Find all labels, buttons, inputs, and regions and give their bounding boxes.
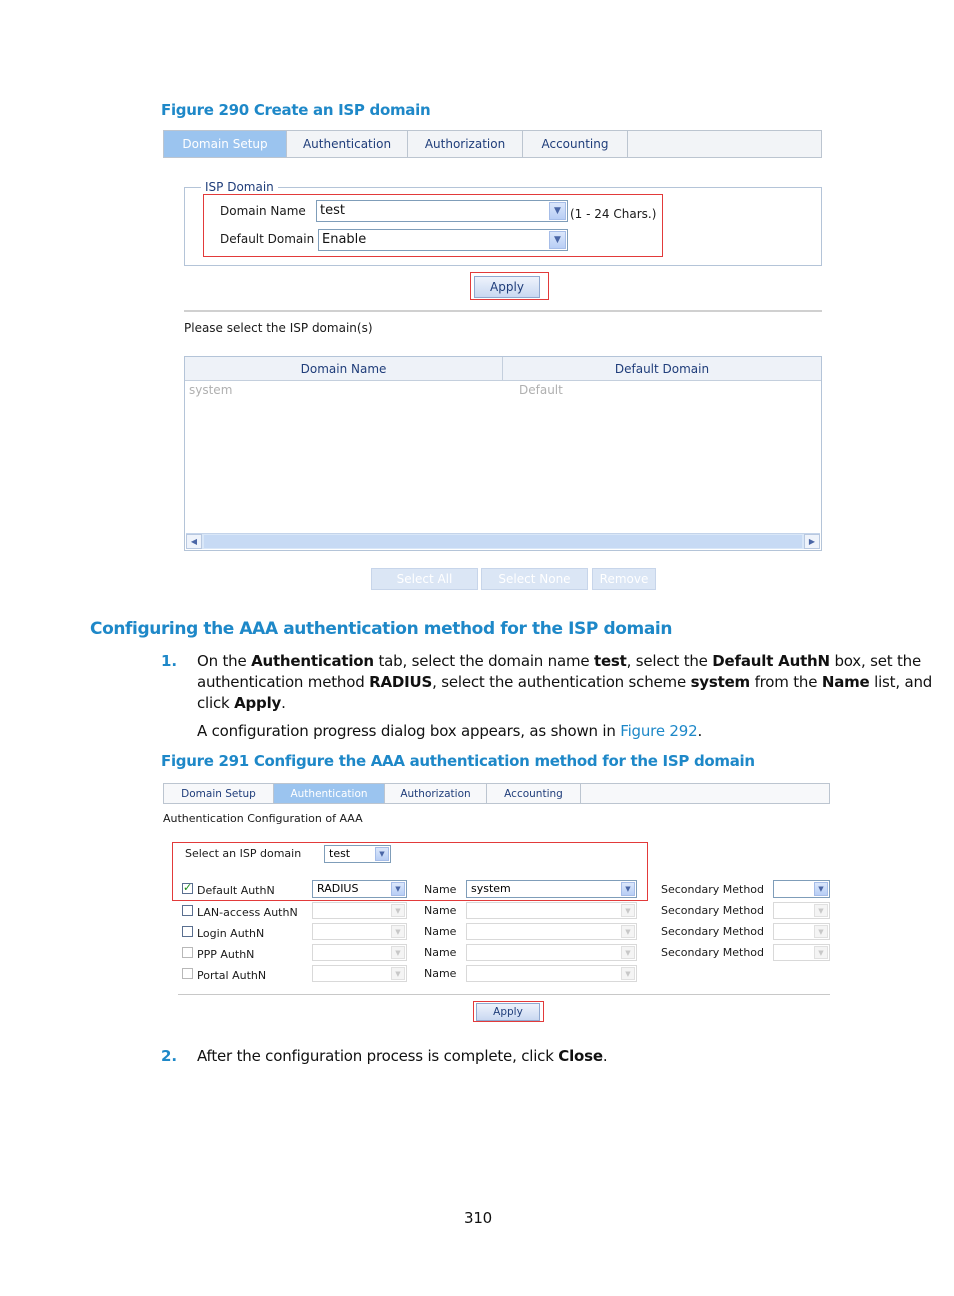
table-row[interactable] [185,381,821,399]
tab-authorization[interactable]: Authorization [408,131,523,157]
tab-domain-setup[interactable]: Domain Setup [164,131,287,157]
chevron-down-icon[interactable]: ▼ [375,847,389,861]
name-label: Name [424,925,457,938]
secondary-method-select[interactable] [773,923,830,940]
step-2-text: After the configuration process is complete, click Close. [197,1047,608,1065]
name-label: Name [424,904,457,917]
cell-default: Default [519,383,563,397]
highlight-box [473,1001,544,1022]
tab-bar [163,130,822,158]
secondary-method-label: Secondary Method [661,904,765,917]
scrollbar-thumb[interactable] [204,535,802,548]
chevron-down-icon: ▼ [814,904,828,917]
secondary-method-select[interactable] [773,902,830,919]
secondary-method-label: Secondary Method [661,946,765,959]
select-none-button[interactable]: Select None [481,568,588,590]
tab-domain-setup[interactable]: Domain Setup [164,784,274,803]
method-select[interactable] [312,965,407,982]
table-header [185,357,821,381]
step-1-text [197,651,933,714]
row-label: LAN-access AuthN [197,906,298,919]
chevron-down-icon: ▼ [814,925,828,938]
chevron-down-icon: ▼ [621,925,635,938]
domain-name-value: test [320,203,345,218]
secondary-method-label: Secondary Method [661,883,765,896]
step-1-line-1: On the Authentication tab, select the domain name test, select the Default AuthN box, set the [197,652,922,670]
select-all-button[interactable]: Select All [371,568,478,590]
apply-button[interactable]: Apply [476,1003,540,1021]
tab-authentication[interactable]: Authentication [287,131,408,157]
chevron-down-icon[interactable]: ▼ [549,202,566,220]
figure-292-link[interactable]: Figure 292 [620,722,698,740]
row-label: Portal AuthN [197,969,267,982]
tab-authorization[interactable]: Authorization [385,784,487,803]
figure-291-caption: Figure 291 Configure the AAA authentication method for the ISP domain [161,752,755,770]
chevron-down-icon: ▼ [814,946,828,959]
chevron-down-icon[interactable]: ▼ [814,882,828,896]
step-1-note: A configuration progress dialog box appears, as shown in Figure 292. [197,722,703,740]
row-label: PPP AuthN [197,948,255,961]
select-prompt: Please select the ISP domain(s) [184,321,373,335]
column-header-domain-name[interactable]: Domain Name [185,357,503,381]
lan-access-authn-checkbox[interactable] [182,905,193,916]
chevron-down-icon[interactable]: ▼ [391,882,405,896]
auth-config-subtitle: Authentication Configuration of AAA [163,812,363,825]
secondary-method-select[interactable] [773,880,830,898]
name-value: system [471,882,511,895]
portal-authn-checkbox[interactable] [182,968,193,979]
step-number: 1. [161,652,178,670]
domain-table [184,356,822,551]
chars-hint: (1 - 24 Chars.) [570,207,657,221]
highlight-box [203,194,663,257]
step-1-line-3: click Apply. [197,694,286,712]
chevron-down-icon: ▼ [621,967,635,980]
chevron-down-icon: ▼ [621,946,635,959]
domain-name-label: Domain Name [220,204,306,218]
checkmark-icon: ✓ [183,881,193,894]
name-label: Name [424,883,457,896]
highlight-box [470,272,549,300]
isp-domain-group-title: ISP Domain [201,180,278,194]
name-select[interactable] [466,902,637,919]
apply-button[interactable]: Apply [474,276,540,298]
chevron-down-icon[interactable]: ▼ [549,231,566,249]
method-select[interactable] [312,944,407,961]
name-select[interactable] [466,944,637,961]
secondary-method-label: Secondary Method [661,925,765,938]
divider [184,310,822,312]
divider [178,994,830,995]
section-heading: Configuring the AAA authentication method for the ISP domain [90,619,673,639]
isp-domain-label: Select an ISP domain [185,847,302,860]
name-label: Name [424,967,457,980]
default-domain-label: Default Domain [220,232,315,246]
name-label: Name [424,946,457,959]
highlight-box [172,842,648,901]
method-select[interactable] [312,923,407,940]
tab-accounting[interactable]: Accounting [487,784,581,803]
login-authn-checkbox[interactable] [182,926,193,937]
cell-domain: system [189,383,233,397]
step-1-line-2: authentication method RADIUS, select the authentication scheme system from the Name list, and [197,673,933,691]
step-number: 2. [161,1047,178,1065]
method-select[interactable] [312,902,407,919]
scroll-left-icon[interactable]: ◀ [186,534,202,549]
row-label: Default AuthN [197,884,275,897]
horizontal-scrollbar[interactable] [186,533,820,549]
chevron-down-icon: ▼ [391,904,405,917]
chevron-down-icon: ▼ [391,946,405,959]
name-select[interactable] [466,923,637,940]
secondary-method-select[interactable] [773,944,830,961]
scroll-right-icon[interactable]: ▶ [804,534,820,549]
chevron-down-icon: ▼ [391,967,405,980]
chevron-down-icon[interactable]: ▼ [621,882,635,896]
method-value: RADIUS [317,882,359,895]
ppp-authn-checkbox[interactable] [182,947,193,958]
tab-accounting[interactable]: Accounting [523,131,628,157]
column-header-default-domain[interactable]: Default Domain [614,362,710,376]
default-domain-value: Enable [322,232,367,247]
chevron-down-icon: ▼ [621,904,635,917]
tab-bar [163,783,830,804]
page-number: 310 [464,1209,493,1227]
tab-authentication[interactable]: Authentication [274,784,385,803]
isp-domain-value: test [329,847,351,860]
chevron-down-icon: ▼ [391,925,405,938]
name-select[interactable] [466,965,637,982]
remove-button[interactable]: Remove [592,568,656,590]
row-label: Login AuthN [197,927,265,940]
figure-290-caption: Figure 290 Create an ISP domain [161,101,431,119]
